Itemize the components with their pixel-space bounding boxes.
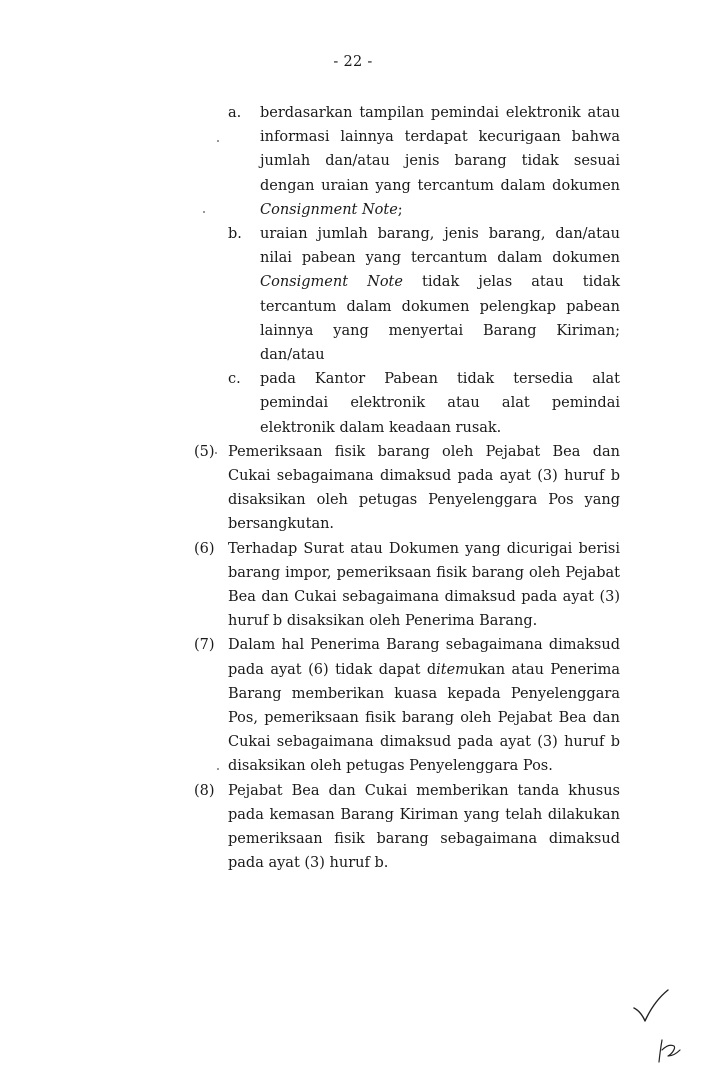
- scan-speck: [215, 452, 217, 454]
- scan-speck: [203, 211, 205, 213]
- document-body: [0, 101, 706, 876]
- list-item-text: pada Kantor Pabean tidak tersedia alat pemindai elektronik atau alat pemindai elektronik dalam keadaan rusak.: [260, 371, 620, 436]
- paragraph-7: [0, 633, 620, 778]
- paragraph-marker: (6): [194, 540, 215, 557]
- paragraph-text: Terhadap Surat atau Dokumen yang dicurigai berisi barang impor, pemeriksaan fisik barang oleh Pejabat Bea dan Cukai sebagaimana dimaksud pada ayat (3) huruf b disaksikan oleh Penerima Barang.: [228, 540, 620, 630]
- list-marker: c.: [228, 371, 241, 388]
- handwritten-initial-icon: [656, 1036, 682, 1064]
- paragraph-5: [0, 440, 620, 537]
- list-marker: a.: [228, 105, 242, 121]
- scan-speck: [217, 768, 219, 770]
- list-item-b: [0, 222, 620, 367]
- paragraph-6: [0, 537, 620, 634]
- list-item-text: uraian jumlah barang, jenis barang, dan/atau nilai pabean yang tercantum dalam dokumen Consigment Note tidak jelas atau tidak tercantum dalam dokumen pelengkap pabean lainnya yang menyertai Barang Kiriman; dan/atau: [260, 226, 620, 364]
- paragraph-text: Pejabat Bea dan Cukai memberikan tanda khusus pada kemasan Barang Kiriman yang telah dilakukan pemeriksaan fisik barang sebagaimana dimaksud pada ayat (3) huruf b.: [228, 782, 620, 872]
- paragraph-marker: (7): [194, 637, 215, 654]
- list-item-c: [0, 367, 620, 440]
- paragraph-8: [0, 779, 620, 876]
- paragraph-text: Pemeriksaan fisik barang oleh Pejabat Bea dan Cukai sebagaimana dimaksud pada ayat (3) huruf b disaksikan oleh petugas Penyelenggara Pos yang bersangkutan.: [228, 443, 620, 533]
- paragraph-marker: (5): [194, 443, 215, 460]
- list-item-text: berdasarkan tampilan pemindai elektronik atau informasi lainnya terdapat kecurigaan bahwa jumlah dan/atau jenis barang tidak sesuai dengan uraian yang tercantum dalam dokumen Consignment Note;: [260, 105, 620, 218]
- scan-speck: [217, 140, 219, 142]
- list-marker: b.: [228, 226, 242, 243]
- paragraph-marker: (8): [194, 782, 215, 799]
- checkmark-icon: [630, 988, 670, 1028]
- page-number: - 22 -: [333, 54, 373, 70]
- paragraph-text: Dalam hal Penerima Barang sebagaimana dimaksud pada ayat (6) tidak dapat ditemukan atau Penerima Barang memberikan kuasa kepada Penyelenggara Pos, pemeriksaan fisik barang oleh Pejabat Bea dan Cukai sebagaimana dimaksud pada ayat (3) huruf b disaksikan oleh petugas Penyelenggara Pos.: [228, 637, 620, 775]
- list-item-a: [0, 101, 620, 222]
